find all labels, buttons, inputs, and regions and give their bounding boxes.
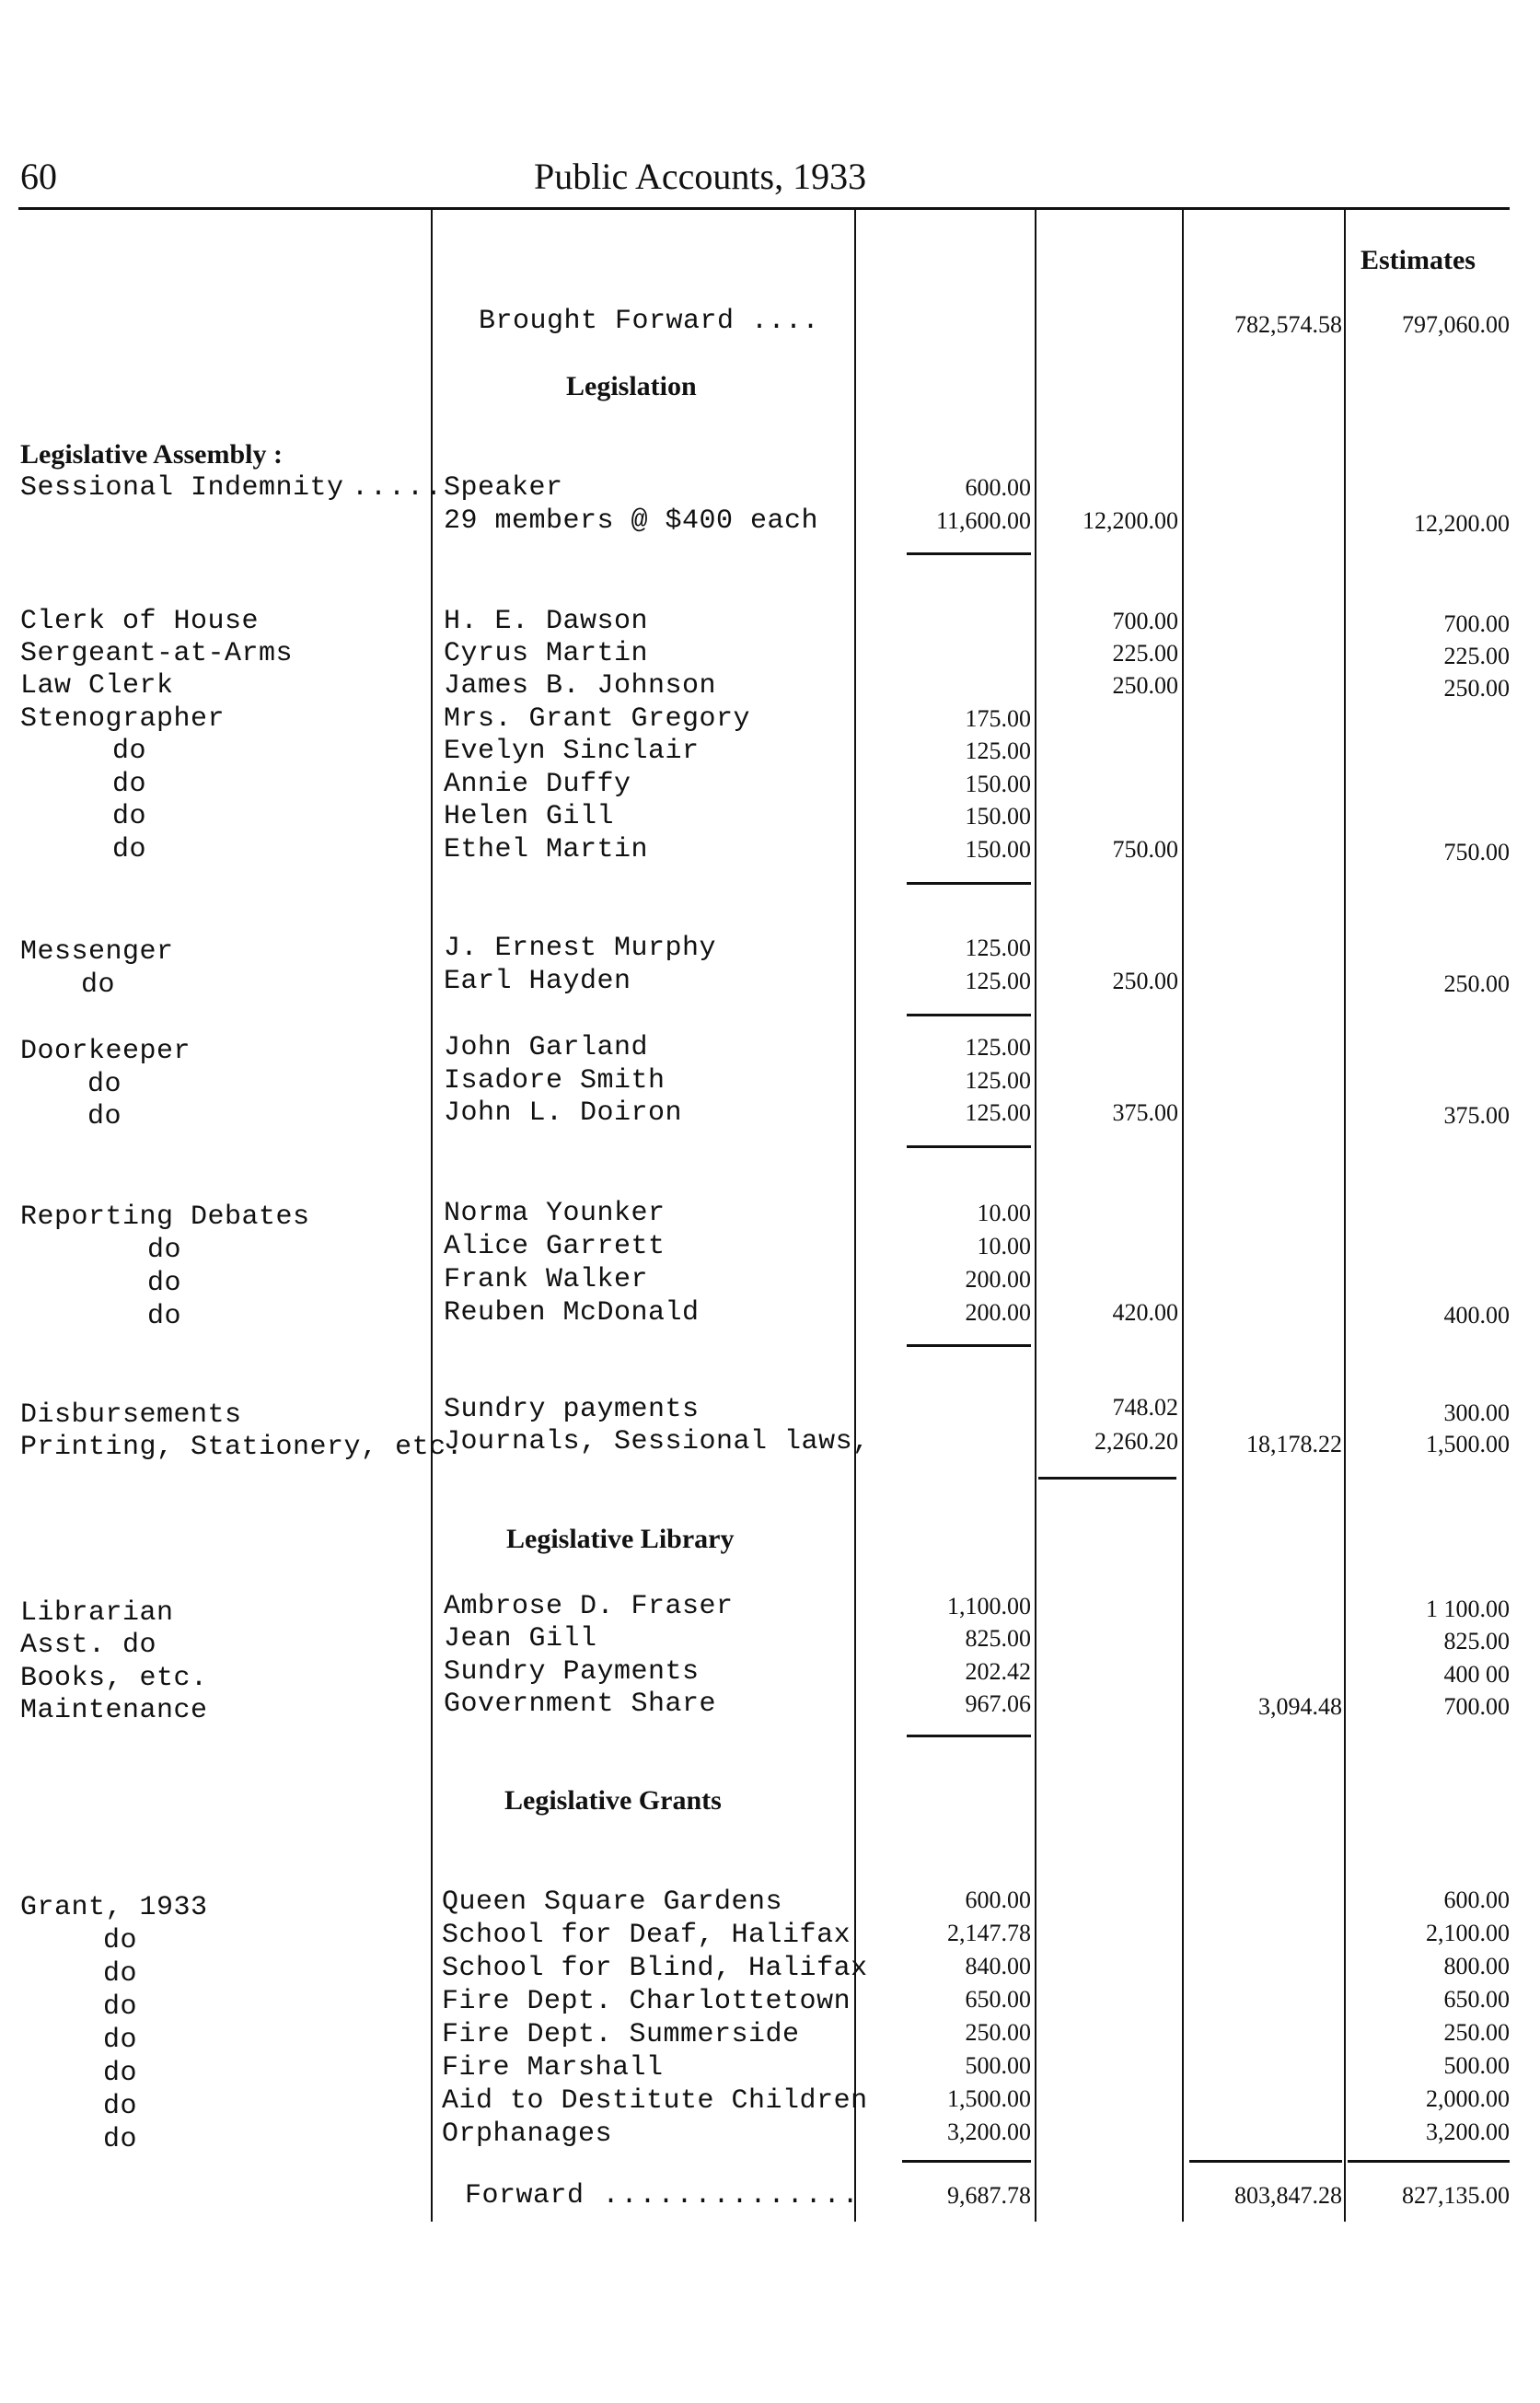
grant-estimate: 250.00 [1443,2019,1510,2046]
officer-name: James B. Johnson [444,670,717,702]
brought-forward-estimate: 797,060.00 [1402,311,1510,338]
officer-position: Clerk of House [20,606,260,637]
indemnity-rule [907,552,1031,555]
grant-name: Aid to Destitute Children [442,2085,868,2117]
officer-estimate: 225.00 [1443,643,1510,669]
officer-subtotal: 225.00 [1112,640,1178,667]
header-rule [18,207,1510,210]
stenographer-position: do [112,769,147,800]
reporting-position: do [147,1268,182,1299]
officer-estimate: 700.00 [1443,610,1510,637]
library-total: 3,094.48 [1258,1693,1342,1720]
reporting-position: Reporting Debates [20,1202,310,1233]
stenographer-amount: 150.00 [965,771,1031,797]
officer-name: H. E. Dawson [444,606,649,637]
grant-estimate: 3,200.00 [1426,2119,1510,2145]
officer-subtotal: 700.00 [1112,608,1178,634]
reporting-position: do [147,1301,182,1332]
forward-estimate: 827,135.00 [1402,2182,1510,2209]
legislation-total: 18,178.22 [1246,1431,1342,1457]
grant-estimate: 650.00 [1443,1986,1510,2013]
forward-total: 803,847.28 [1234,2182,1342,2209]
stenographer-rule [907,882,1031,885]
doorkeeper-estimate: 375.00 [1443,1102,1510,1129]
grant-position: do [103,2025,138,2056]
grant-position: Grant, 1933 [20,1892,208,1923]
doorkeeper-amount: 125.00 [965,1067,1031,1094]
messenger-position: do [81,969,116,1001]
messenger-position: Messenger [20,936,174,968]
section-legislation: Legislation [566,371,697,401]
doorkeeper-position: do [87,1101,122,1132]
reporting-name: Frank Walker [444,1264,649,1295]
grant-position: do [103,1925,138,1956]
grant-position: do [103,1958,138,1990]
grant-name: Fire Dept. Charlottetown [442,1986,851,2017]
library-estimate: 825.00 [1443,1628,1510,1654]
stenographer-position: do [112,801,147,832]
grant-name: School for Deaf, Halifax [442,1920,851,1951]
reporting-name: Norma Younker [444,1198,666,1229]
grant-estimate: 600.00 [1443,1886,1510,1913]
section-legislative-grants: Legislative Grants [504,1785,722,1816]
forward-rule-estimate [1348,2160,1510,2163]
stenographer-position: Stenographer [20,703,226,735]
messenger-estimate: 250.00 [1443,970,1510,997]
grant-estimate: 2,000.00 [1426,2085,1510,2112]
library-position: Librarian [20,1597,174,1629]
indemnity-estimate: 12,200.00 [1414,510,1510,537]
estimates-heading: Estimates [1361,245,1476,275]
speaker-amount: 600.00 [965,474,1031,501]
stenographer-amount: 175.00 [965,705,1031,732]
library-position: Books, etc. [20,1663,208,1694]
grant-position: do [103,2091,138,2122]
officer-name: Cyrus Martin [444,638,649,669]
messenger-amount: 125.00 [965,934,1031,961]
disbursements-estimate: 300.00 [1443,1399,1510,1426]
officer-position: Law Clerk [20,670,174,702]
stenographer-name: Ethel Martin [444,834,649,865]
grant-amount: 500.00 [965,2052,1031,2079]
stenographer-name: Helen Gill [444,801,615,832]
stenographer-name: Mrs. Grant Gregory [444,703,751,735]
disbursements-rule [1038,1477,1176,1480]
grant-position: do [103,2058,138,2089]
reporting-amount: 10.00 [977,1200,1031,1226]
messenger-name: J. Ernest Murphy [444,933,717,964]
library-amount: 202.42 [965,1658,1031,1685]
stenographer-amount: 150.00 [965,836,1031,863]
grant-position: do [103,2124,138,2155]
reporting-estimate: 400.00 [1443,1302,1510,1329]
library-position: Asst. do [20,1630,157,1661]
doorkeeper-position: Doorkeeper [20,1036,191,1067]
grant-estimate: 800.00 [1443,1953,1510,1979]
printing-estimate: 1,500.00 [1426,1431,1510,1457]
grant-name: Queen Square Gardens [442,1886,783,1918]
column-rule-3 [1035,210,1036,2222]
reporting-amount: 10.00 [977,1233,1031,1260]
library-name: Government Share [444,1689,717,1720]
printing-subtotal: 2,260.20 [1094,1428,1178,1455]
grant-estimate: 500.00 [1443,2052,1510,2079]
forward-amount: 9,687.78 [947,2182,1031,2209]
forward-label: Forward .............. [465,2180,861,2211]
brought-forward-label: Brought Forward .... [479,306,820,337]
reporting-name: Reuben McDonald [444,1297,700,1329]
grant-amount: 3,200.00 [947,2119,1031,2145]
officer-position: Sergeant-at-Arms [20,638,294,669]
column-rule-1 [431,210,433,2222]
grant-amount: 650.00 [965,1986,1031,2013]
doorkeeper-rule [907,1145,1031,1148]
messenger-subtotal: 250.00 [1112,968,1178,994]
speaker-name: Speaker [444,472,563,504]
library-name: Ambrose D. Fraser [444,1591,734,1622]
doorkeeper-name: Isadore Smith [444,1065,666,1097]
legislative-assembly-heading: Legislative Assembly : [20,439,283,470]
stenographer-subtotal: 750.00 [1112,836,1178,863]
library-amount: 967.06 [965,1690,1031,1717]
grant-amount: 600.00 [965,1886,1031,1913]
column-rule-4 [1182,210,1184,2222]
library-amount: 1,100.00 [947,1593,1031,1619]
reporting-name: Alice Garrett [444,1231,666,1262]
grant-name: Fire Dept. Summerside [442,2019,800,2050]
library-name: Sundry Payments [444,1656,700,1688]
library-position: Maintenance [20,1695,208,1726]
reporting-rule [907,1344,1031,1347]
sessional-indemnity-label: Sessional Indemnity ..... [20,472,445,504]
disbursements-subtotal: 748.02 [1112,1394,1178,1421]
section-legislative-library: Legislative Library [506,1524,735,1554]
printing-name: Journals, Sessional laws, [444,1426,870,1457]
forward-rule-amount [902,2160,1031,2163]
reporting-subtotal: 420.00 [1112,1299,1178,1326]
doorkeeper-position: do [87,1069,122,1100]
grant-amount: 840.00 [965,1953,1031,1979]
doorkeeper-amount: 125.00 [965,1034,1031,1061]
stenographer-position: do [112,834,147,865]
doorkeeper-subtotal: 375.00 [1112,1099,1178,1126]
indemnity-subtotal: 12,200.00 [1083,507,1178,534]
grant-estimate: 2,100.00 [1426,1920,1510,1946]
messenger-rule [907,1014,1031,1016]
library-amount: 825.00 [965,1625,1031,1652]
brought-forward-total: 782,574.58 [1234,311,1342,338]
printing-position: Printing, Stationery, etc. [20,1432,464,1463]
disbursements-name: Sundry payments [444,1394,700,1425]
forward-rule-total [1189,2160,1342,2163]
library-rule [907,1735,1031,1737]
reporting-amount: 200.00 [965,1299,1031,1326]
reporting-position: do [147,1235,182,1266]
messenger-amount: 125.00 [965,968,1031,994]
grant-name: Orphanages [442,2119,613,2150]
officer-estimate: 250.00 [1443,675,1510,702]
doorkeeper-name: John Garland [444,1032,649,1063]
stenographer-name: Annie Duffy [444,769,631,800]
grant-name: School for Blind, Halifax [442,1953,868,1984]
stenographer-amount: 150.00 [965,803,1031,830]
library-estimate: 700.00 [1443,1693,1510,1720]
stenographer-name: Evelyn Sinclair [444,736,700,767]
page-title: Public Accounts, 1933 [534,156,867,197]
library-name: Jean Gill [444,1623,597,1654]
doorkeeper-amount: 125.00 [965,1099,1031,1126]
doorkeeper-name: John L. Doiron [444,1097,683,1129]
column-rule-2 [854,210,856,2222]
grant-amount: 250.00 [965,2019,1031,2046]
grant-position: do [103,1991,138,2023]
page-number: 60 [20,156,57,197]
members-amount: 11,600.00 [935,507,1031,534]
grant-amount: 1,500.00 [947,2085,1031,2112]
disbursements-position: Disbursements [20,1399,242,1431]
grant-amount: 2,147.78 [947,1920,1031,1946]
stenographer-amount: 125.00 [965,737,1031,764]
library-estimate: 1 100.00 [1426,1596,1510,1622]
library-estimate: 400 00 [1443,1661,1510,1688]
stenographer-estimate: 750.00 [1443,839,1510,865]
messenger-name: Earl Hayden [444,966,631,997]
members-name: 29 members @ $400 each [444,505,819,537]
grant-name: Fire Marshall [442,2052,664,2084]
stenographer-position: do [112,736,147,767]
reporting-amount: 200.00 [965,1266,1031,1293]
officer-subtotal: 250.00 [1112,672,1178,699]
